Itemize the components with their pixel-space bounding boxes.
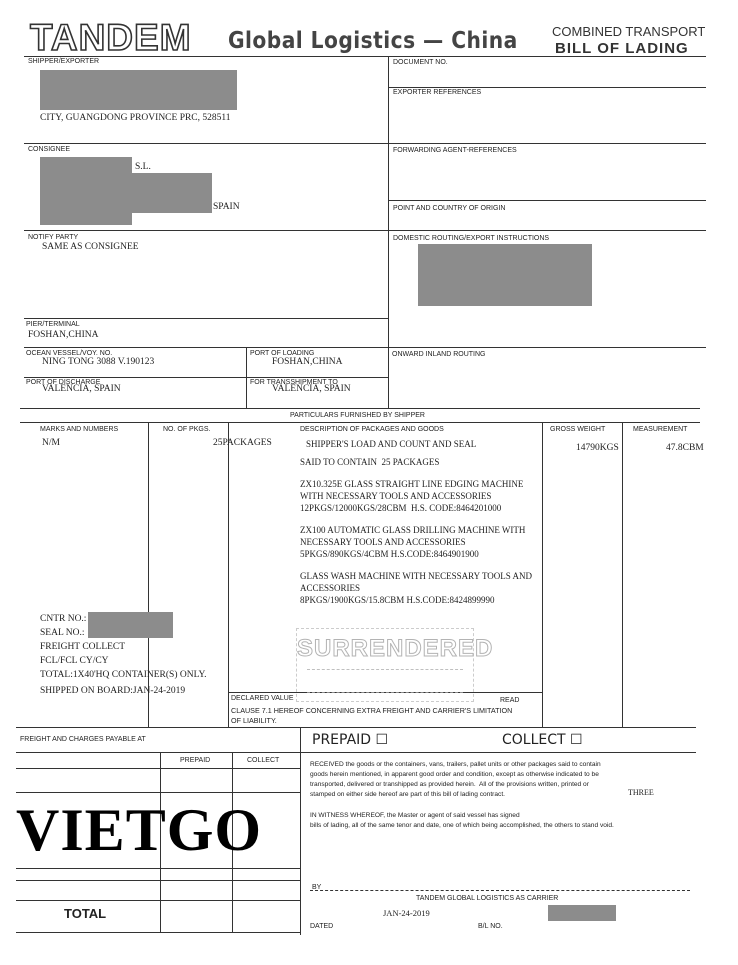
cntr-no-label: CNTR NO.:: [40, 614, 87, 624]
seal-no-label: SEAL NO.:: [40, 628, 85, 638]
measurement-value: 47.8CBM: [666, 443, 704, 453]
terms-received: RECEIVED the goods or the containers, vans, trailers, pallet units or other packages said to contain goods herein mentioned, in apparent good order and condition, except as otherwise indicated to be transported, delivered or transhipped as provided herein. All of the provisions written, printed or stamped on either side hereof are part of this bill of lading contract.: [310, 761, 601, 798]
description-item-1: ZX10.325E GLASS STRAIGHT LINE EDGING MACHINE WITH NECESSARY TOOLS AND ACCESSORIES 12PKGS/12000KGS/28CBM H.S. CODE:8464201000: [300, 479, 524, 513]
consignee-suffix1: S.L.: [135, 162, 151, 172]
col-no-pkgs: NO. OF PKGS.: [163, 426, 211, 433]
col-gross-weight: GROSS WEIGHT: [550, 426, 606, 433]
pier-terminal-value: FOSHAN,CHINA: [28, 330, 99, 340]
declared-value-label: DECLARED VALUE: [231, 695, 294, 702]
transhipment-value: VALENCIA, SPAIN: [272, 384, 351, 394]
redacted-signature: [548, 905, 616, 921]
pkgs-value: 25PACKAGES: [213, 438, 272, 448]
company-title: Global Logistics — China: [228, 28, 518, 54]
declared-read: READ: [500, 697, 520, 704]
doc-type-line1: COMBINED TRANSPORT: [552, 24, 706, 39]
point-origin-label: POINT AND COUNTRY OF ORIGIN: [393, 205, 506, 212]
consignee-suffix2: SPAIN: [213, 202, 240, 212]
description-line-2: SAID TO CONTAIN 25 PACKAGES: [300, 457, 440, 467]
port-loading-value: FOSHAN,CHINA: [272, 357, 343, 367]
gross-weight-value: 14790KGS: [576, 443, 619, 453]
exporter-references-label: EXPORTER REFERENCES: [393, 89, 482, 96]
bl-no-label: B/L NO.: [478, 923, 503, 930]
document-no-label: DOCUMENT NO.: [393, 59, 448, 66]
logo-text: TANDEM: [30, 17, 192, 58]
vietgo-watermark: VIETGO: [16, 797, 263, 863]
description-line-1: SHIPPER'S LOAD AND COUNT AND SEAL: [306, 439, 477, 449]
by-label: BY: [312, 884, 322, 891]
declared-clause: CLAUSE 7.1 HEREOF CONCERNING EXTRA FREIGHT AND CARRIER'S LIMITATION OF LIABILITY.: [231, 706, 513, 725]
port-loading-label: PORT OF LOADING: [250, 350, 315, 357]
freight-charges-label: FREIGHT AND CHARGES PAYABLE AT: [20, 736, 146, 743]
stamp-seal-marks: [307, 669, 463, 693]
ocean-vessel-label: OCEAN VESSEL/VOY. NO.: [26, 350, 113, 357]
onward-routing-label: ONWARD INLAND ROUTING: [392, 351, 486, 358]
forwarding-agent-label: FORWARDING AGENT-REFERENCES: [393, 147, 517, 154]
prepaid-checkbox[interactable]: PREPAID ☐: [312, 732, 389, 748]
domestic-routing-label: DOMESTIC ROUTING/EXPORT INSTRUCTIONS: [393, 235, 550, 242]
freight-collect-col: COLLECT: [247, 757, 280, 764]
surrendered-stamp: [296, 628, 494, 702]
col-marks-numbers: MARKS AND NUMBERS: [40, 426, 119, 433]
freight-total-label: TOTAL: [64, 906, 107, 921]
shipped-on-board: SHIPPED ON BOARD:JAN-24-2019: [40, 686, 186, 696]
port-discharge-value: VALENCIA, SPAIN: [42, 384, 121, 394]
col-measurement: MEASUREMENT: [633, 426, 688, 433]
terms-witness: IN WITNESS WHEREOF, the Master or agent of said vessel has signed bills of lading, all of the same tenor and date, one of which being accomplished, the others to stand void.: [310, 812, 614, 829]
notify-party-value: SAME AS CONSIGNEE: [42, 242, 139, 252]
pier-terminal-label: PIER/TERMINAL: [26, 321, 80, 328]
shipper-address: CITY, GUANGDONG PROVINCE PRC, 528511: [40, 113, 231, 123]
marks-value: N/M: [42, 438, 60, 448]
particulars-title: PARTICULARS FURNISHED BY SHIPPER: [290, 412, 425, 419]
port-discharge-label: PORT OF DISCHARGE: [26, 379, 101, 386]
consignee-label: CONSIGNEE: [28, 146, 71, 153]
doc-type-line2: BILL OF LADING: [555, 40, 689, 57]
company-logo: [30, 18, 192, 58]
redacted-routing: [418, 244, 592, 306]
redacted-shipper-name: [40, 70, 237, 110]
fcl-cy: FCL/FCL CY/CY: [40, 656, 109, 666]
freight-collect: FREIGHT COLLECT: [40, 642, 126, 652]
redacted-container-no: [88, 612, 173, 638]
redacted-consignee-address: [40, 173, 212, 213]
total-containers: TOTAL:1X40'HQ CONTAINER(S) ONLY.: [40, 670, 207, 680]
description-item-2: ZX100 AUTOMATIC GLASS DRILLING MACHINE WITH NECESSARY TOOLS AND ACCESSORIES 5PKGS/890KGS/4CBM H.S.CODE:8464901900: [300, 525, 526, 559]
description-item-3: GLASS WASH MACHINE WITH NECESSARY TOOLS AND ACCESSORIES 8PKGS/1900KGS/15.8CBM H.S.CODE:8424899990: [300, 571, 533, 605]
col-description: DESCRIPTION OF PACKAGES AND GOODS: [300, 426, 444, 433]
collect-checkbox[interactable]: COLLECT ☐: [502, 732, 583, 748]
originals-count: THREE: [628, 788, 654, 797]
carrier-name: TANDEM GLOBAL LOGISTICS AS CARRIER: [416, 895, 559, 902]
transhipment-label: FOR TRANSSHIPMENT TO: [250, 379, 338, 386]
dated-value: JAN-24-2019: [383, 908, 430, 918]
redacted-consignee-line3: [40, 211, 132, 225]
ocean-vessel-value: NING TONG 3088 V.190123: [42, 357, 155, 367]
notify-party-label: NOTIFY PARTY: [28, 234, 79, 241]
freight-prepaid-col: PREPAID: [180, 757, 211, 764]
stamp-text: SURRENDERED: [297, 635, 494, 662]
dated-label: DATED: [310, 923, 334, 930]
shipper-label: SHIPPER/EXPORTER: [28, 58, 100, 65]
